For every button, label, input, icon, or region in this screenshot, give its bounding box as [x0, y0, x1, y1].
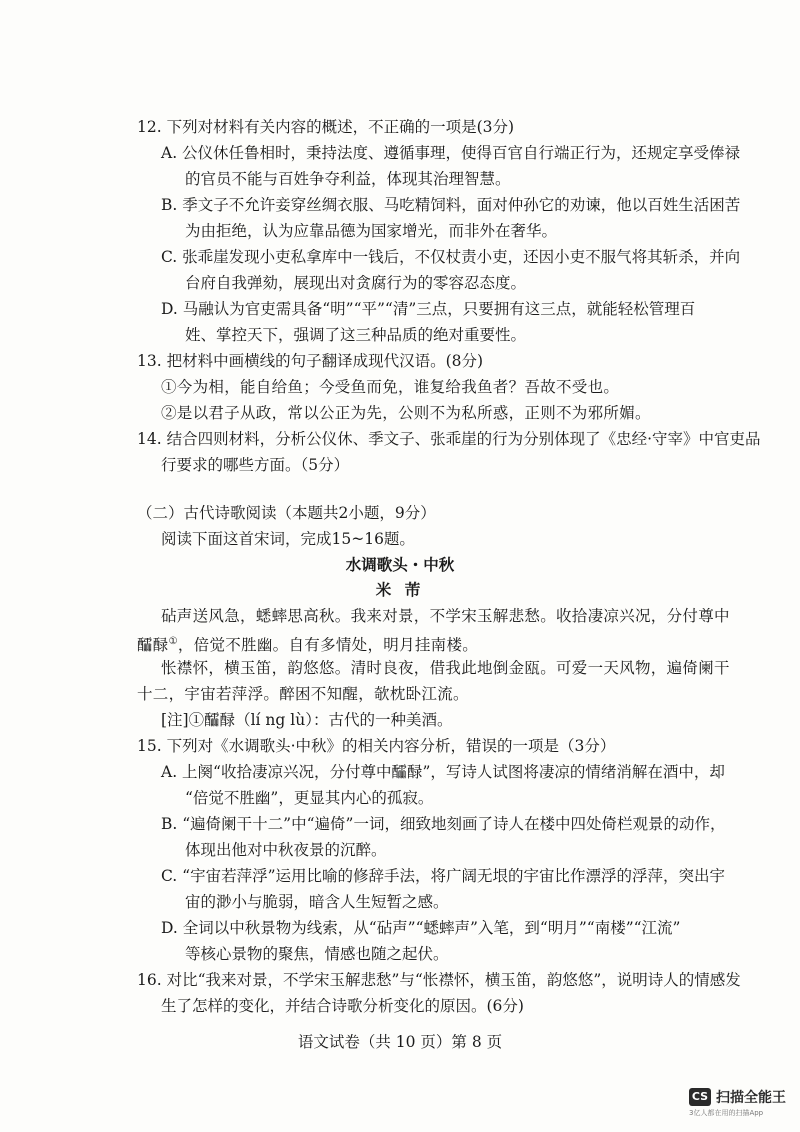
- poem-stanza2-line2: 十二，宇宙若萍浮。醉困不知醒，欹枕卧江流。: [137, 685, 469, 703]
- q14-line2: 行要求的哪些方面。（5分）: [161, 456, 350, 474]
- q12-option-a-line2: 的官员不能与百姓争夺利益，体现其治理智慧。: [185, 170, 511, 188]
- camscanner-name: 扫描全能王: [716, 1090, 786, 1106]
- poem-wine-word: 醽醁: [137, 636, 169, 655]
- page-footer: 语文试卷（共 10 页）第 8 页: [297, 1033, 503, 1051]
- q15-option-b-line2: 体现出他对中秋夜景的沉醉。: [185, 841, 387, 859]
- note-marker: ①: [168, 636, 178, 647]
- poem-note: [注]①醽醁（lí ng lù）：古代的一种美酒。: [161, 711, 453, 729]
- q13-stem: 13. 把材料中画横线的句子翻译成现代汉语。(8分): [137, 352, 484, 370]
- q15-option-d-line1: D. 全词以中秋景物为线索，从“砧声”“蟋蟀声”入笔，到“明月”“南楼”“江流”: [161, 919, 681, 937]
- poem-stanza1-line2-rest: ，倍觉不胜幽。自有多情处，明月挂南楼。: [177, 636, 479, 655]
- q13-sentence-2: ②是以君子从政，常以公正为先，公则不为私所惑，正则不为邪所媚。: [161, 404, 651, 422]
- camscanner-tagline: 3亿人都在用的扫描App: [689, 1109, 764, 1117]
- q15-option-c-line1: C. “宇宙若萍浮”运用比喻的修辞手法，将广阔无垠的宇宙比作漂浮的浮萍，突出宇: [161, 867, 726, 885]
- q16-line1: 16. 对比“我来对景，不学宋玉解悲愁”与“怅襟怀，横玉笛，韵悠悠”，说明诗人的情感发: [137, 971, 741, 989]
- q12-option-b-line2: 为由拒绝，认为应靠品德为国家增光，而非外在奢华。: [185, 222, 558, 240]
- q15-option-b-line1: B. “遍倚阑干十二”中“遍倚”一词，细致地刻画了诗人在楼中四处倚栏观景的动作，: [161, 815, 726, 833]
- q15-option-d-line2: 等核心景物的聚焦，情感也随之起伏。: [185, 945, 449, 963]
- q15-option-c-line2: 宙的渺小与脆弱，暗含人生短暂之感。: [185, 893, 449, 911]
- poem-title: 水调歌头・中秋: [345, 555, 455, 574]
- q12-option-a-line1: A. 公仪休任鲁相时，秉持法度、遵循事理，使得百官自行端正行为，还规定享受俸禄: [161, 144, 741, 162]
- poem-stanza2-line1: 怅襟怀，横玉笛，韵悠悠。清时良夜，借我此地倒金瓯。可爱一天风物，遍倚阑干: [161, 659, 730, 677]
- q15-stem: 15. 下列对《水调歌头·中秋》的相关内容分析，错误的一项是（3分）: [137, 737, 616, 755]
- q15-option-a-line1: A. 上阕“收拾凄凉兴况，分付尊中醽醁”，写诗人试图将凄凉的情绪消解在酒中，却: [161, 763, 725, 781]
- q13-sentence-1: ①今为相，能自给鱼；今受鱼而免，谁复给我鱼者？吾故不受也。: [161, 378, 620, 396]
- section2-intro: 阅读下面这首宋词，完成15~16题。: [161, 530, 415, 548]
- q12-option-c-line1: C. 张乖崖发现小吏私拿库中一钱后，不仅杖责小吏，还因小吏不服气将其斩杀，并向: [161, 248, 741, 266]
- q15-option-a-line2: “倍觉不胜幽”，更显其内心的孤寂。: [185, 789, 434, 807]
- q12-option-d-line1: D. 马融认为官吏需具备“明”“平”“清”三点，只要拥有这三点，就能轻松管理百: [161, 300, 696, 318]
- q12-option-b-line1: B. 季文子不允许妾穿丝绸衣服、马吃精饲料，面对仲孙它的劝谏，他以百姓生活困苦: [161, 196, 741, 214]
- q14-line1: 14. 结合四则材料，分析公仪休、季文子、张乖崖的行为分别体现了《忠经·守宰》中官吏品: [137, 430, 761, 448]
- q16-line2: 生了怎样的变化，并结合诗歌分析变化的原因。(6分): [161, 997, 524, 1015]
- poem-stanza1-line1: 砧声送风急，蟋蟀思高秋。我来对景，不学宋玉解悲愁。收拾凄凉兴况，分付尊中: [161, 607, 730, 625]
- q12-option-d-line2: 姓、掌控天下，强调了这三种品质的绝对重要性。: [185, 326, 527, 344]
- poem-author: 米 芾: [375, 580, 425, 599]
- section2-heading: （二）古代诗歌阅读（本题共2小题，9分）: [137, 504, 436, 522]
- camscanner-watermark: [689, 1084, 800, 1124]
- camscanner-logo-icon: CS: [689, 1088, 711, 1106]
- poem-stanza1-line2: [137, 632, 478, 655]
- q12-stem: 12. 下列对材料有关内容的概述，不正确的一项是(3分): [137, 118, 515, 136]
- q12-option-c-line2: 台府自我弹劾，展现出对贪腐行为的零容忍态度。: [185, 274, 527, 292]
